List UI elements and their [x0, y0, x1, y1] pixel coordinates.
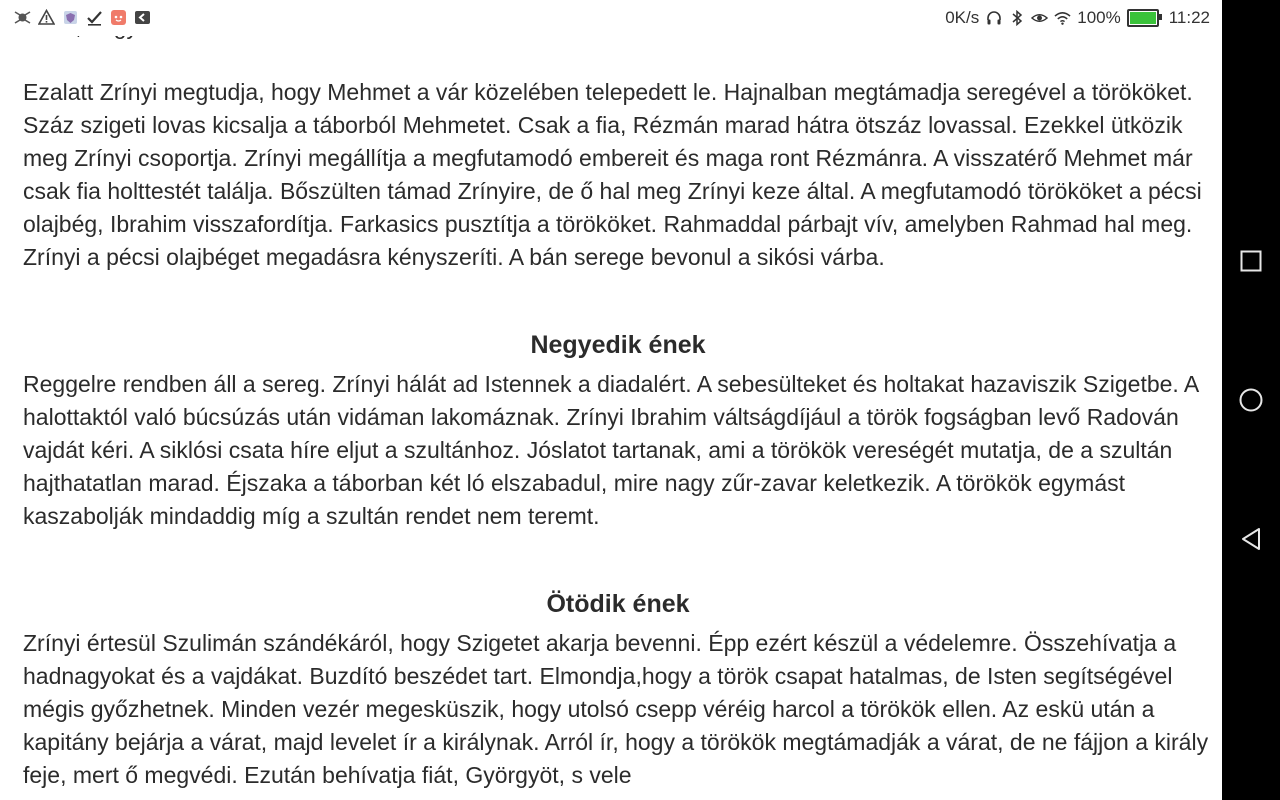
- spider-app-icon: [14, 9, 31, 26]
- clock: 11:22: [1168, 8, 1210, 27]
- battery-level: [1130, 12, 1156, 24]
- heading-negyedik-enek: Negyedik ének: [530, 331, 706, 359]
- cat-app-icon: [110, 9, 127, 26]
- triangle-back-icon[interactable]: [1239, 527, 1263, 551]
- battery-percent: 100%: [1077, 8, 1121, 27]
- network-speed: 0K/s: [945, 8, 980, 27]
- eye-comfort-icon: [1031, 10, 1048, 27]
- status-bar: [0, 0, 1222, 36]
- warning-icon: [38, 9, 55, 26]
- navigation-bar: [1222, 0, 1280, 800]
- checkmark-icon: [86, 9, 103, 26]
- shield-app-icon: [62, 9, 79, 26]
- battery-icon: [1127, 9, 1159, 27]
- back-box-icon: [134, 9, 151, 26]
- wifi-icon: [1054, 10, 1071, 27]
- headphones-icon: [985, 10, 1002, 27]
- paragraph-harmadik: Ezalatt Zrínyi megtudja, hogy Mehmet a vár közelében telepedett le. Hajnalban megtámadja seregével a törököket. Száz szigeti lovas kicsalja a táborból Mehmetet. Csak a fia, Rézmán marad hátra ötszáz lovassal. Ezekkel ütközik meg Zrínyi csoportja. Zrínyi megállítja a megfutamodó embereit és maga ront Rézmánra. A visszatérő Mehmet már csak fia holttestét találja. Bőszülten támad Zrínyire, de ő hal meg Zrínyi keze által. A megfutamodó törököket a pécsi olajbég, Ibrahim visszafordítja. Farkasics pusztítja a törököket. Rahmaddal párbajt vív, amelyben Rahmad hal meg. Zrínyi a pécsi olajbéget megadásra kényszeríti. A bán serege bevonul a sikósi várba.: [23, 79, 1202, 270]
- paragraph-negyedik: Reggelre rendben áll a sereg. Zrínyi hálát ad Istennek a diadalért. A sebesülteket és holtakat hazaviszik Szigetbe. A halottaktól való búcsúzás után vidáman lakomáznak. Zrínyi Ibrahim váltságdíjául a török fogságban levő Radován vajdát kéri. A siklósi csata híre eljut a szultánhoz. Jóslatot tartanak, ami a törökök vereségét mutatja, de a szultán hajthatatlan marad. Éjszaka a táborban két ló elszabadul, mire nagy zűr-zavar keletkezik. A törökök egymást kaszabolják mindaddig míg a szultán rendet nem teremt.: [23, 371, 1198, 529]
- circle-home-icon[interactable]: [1239, 388, 1263, 412]
- notification-icons: [14, 9, 151, 26]
- bluetooth-icon: [1008, 10, 1025, 27]
- book-text: [23, 12, 1213, 792]
- heading-otodik-enek: Ötödik ének: [546, 590, 690, 618]
- square-recents-icon[interactable]: [1239, 249, 1263, 273]
- system-indicators: [945, 8, 1210, 28]
- paragraph-otodik: Zrínyi értesül Szulimán szándékáról, hogy Szigetet akarja bevenni. Épp ezért készül a védelemre. Összehívatja a hadnagyokat és a vajdákat. Buzdító beszédet tart. Elmondja,hogy a török csapat hatalmas, de Isten segítségével mégis győzhetnek. Minden vezér megesküszik, hogy utolsó csepp véréig harcol a törökök ellen. Az eskü után a kapitány bejárja a várat, majd levelet ír a királynak. Arról ír, hogy a törökök megtámadják a várat, de ne fájjon a király feje, mert ő megvédi. Ezután behívatja fiát, Györgyöt, s vele: [23, 630, 1209, 788]
